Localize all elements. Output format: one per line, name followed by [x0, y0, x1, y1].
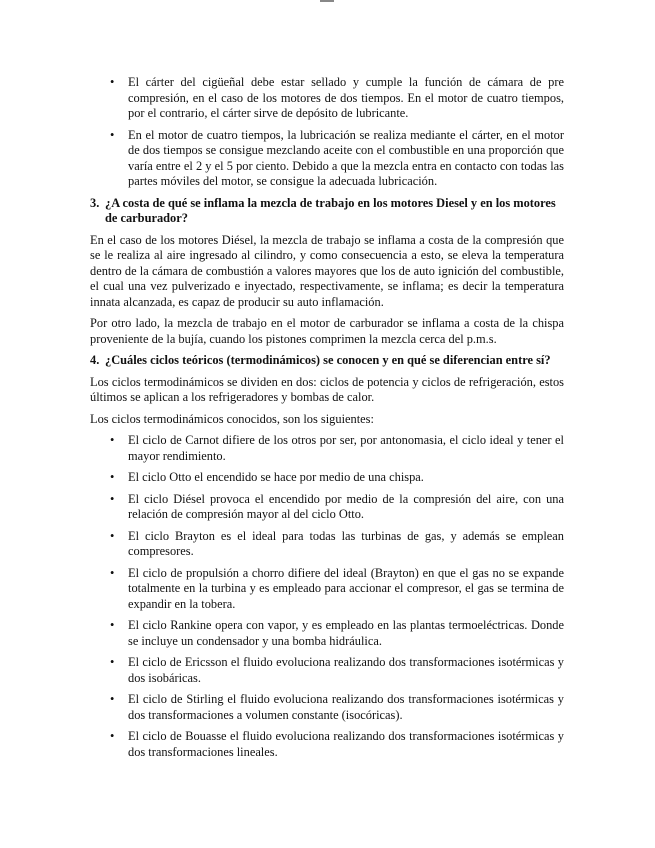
bullet-icon: •	[110, 470, 115, 484]
intro-bullet-list	[90, 75, 564, 190]
list-item-text: El ciclo de Bouasse el fluido evoluciona realizando dos transformaciones isotérmicas y dos transformaciones lineales.	[128, 729, 564, 759]
list-item	[90, 729, 564, 760]
bullet-icon: •	[110, 565, 115, 580]
question-4-heading	[90, 353, 564, 369]
list-item-text: El ciclo Diésel provoca el encendido por medio de la compresión del aire, con una relación de compresión mayor al del ciclo Otto.	[128, 491, 564, 521]
answer-3-paragraph-1: En el caso de los motores Diésel, la mezcla de trabajo se inflama a costa de la compresión que se le realiza al aire ingresado al cilindro, y como consecuencia a esto, se eleva la temperatura dentro de la cámara de combustión a valores mayores que los de auto ignición del combustible, el cual una vez pulverizado e inyectado, respectivamente, se inflama; es decir la temperatura innata alcanzada, es capaz de producir su auto inflamación.	[90, 232, 564, 309]
document-page	[90, 75, 564, 766]
list-item	[90, 692, 564, 723]
bullet-icon: •	[110, 692, 115, 706]
bullet-icon: •	[110, 729, 115, 743]
list-item-text: El ciclo Otto el encendido se hace por medio de una chispa.	[128, 470, 424, 484]
list-item-text: El cárter del cigüeñal debe estar sellado y cumple la función de cámara de pre compresión, en el caso de los motores de dos tiempos. En el motor de cuatro tiempos, por el contrario, el cárter sirve de depósito de lubricante.	[128, 75, 564, 120]
list-item	[90, 492, 564, 523]
bullet-icon: •	[110, 75, 115, 89]
bullet-icon: •	[110, 433, 115, 447]
list-item-text: El ciclo de Stirling el fluido evoluciona realizando dos transformaciones isotérmicas y dos transformaciones a volumen constante (isocóricas).	[128, 692, 564, 722]
list-item-text: El ciclo Brayton es el ideal para todas las turbinas de gas, y además se emplean compresores.	[128, 528, 564, 558]
question-number: 4.	[90, 353, 100, 367]
list-item	[90, 128, 564, 190]
bullet-icon: •	[110, 528, 115, 543]
answer-4-paragraph-2: Los ciclos termodinámicos conocidos, son los siguientes:	[90, 411, 374, 426]
bullet-icon: •	[110, 655, 115, 669]
bullet-icon: •	[110, 618, 115, 632]
list-item-text: El ciclo de propulsión a chorro difiere del ideal (Brayton) en que el gas no se expande totalmente en la turbina y es empleado para accionar el compresor, el gas se termina de expandir en la tobera.	[128, 565, 564, 611]
answer-3-paragraph-2: Por otro lado, la mezcla de trabajo en el motor de carburador se inflama a costa de la chispa proveniente de la bujía, cuando los pistones comprimen la mezcla cerca del p.m.s.	[90, 316, 564, 346]
question-3-heading	[90, 196, 564, 227]
page-top-mark	[320, 0, 334, 2]
list-item	[90, 470, 564, 486]
list-item-text: En el motor de cuatro tiempos, la lubricación se realiza mediante el cárter, en el motor de dos tiempos se consigue mezclando aceite con el combustible en una proporción que varía entre el 2 y el 5 por ciento. Debido a que la mezcla entra en contacto con todas las partes móviles del motor, se consigue la adecuada lubricación.	[128, 127, 564, 188]
question-text: ¿A costa de qué se inflama la mezcla de trabajo en los motores Diesel y en los motores de carburador?	[105, 195, 556, 225]
list-item	[90, 529, 564, 560]
bullet-icon: •	[110, 127, 115, 142]
list-item-text: El ciclo de Carnot difiere de los otros por ser, por antonomasia, el ciclo ideal y tener el mayor rendimiento.	[128, 433, 564, 463]
answer-4-paragraph-1: Los ciclos termodinámicos se dividen en dos: ciclos de potencia y ciclos de refrigeración, estos últimos se aplican a los refrigeradores y bombas de calor.	[90, 374, 564, 404]
list-item	[90, 655, 564, 686]
list-item	[90, 618, 564, 649]
list-item-text: El ciclo de Ericsson el fluido evoluciona realizando dos transformaciones isotérmicas y dos isobáricas.	[128, 655, 564, 685]
list-item-text: El ciclo Rankine opera con vapor, y es empleado en las plantas termoeléctricas. Donde se incluye un condensador y una bomba hidráulica.	[128, 618, 564, 648]
list-item	[90, 75, 564, 122]
list-item	[90, 566, 564, 613]
question-text: ¿Cuáles ciclos teóricos (termodinámicos) se conocen y en qué se diferencian entre sí?	[105, 353, 551, 367]
question-number: 3.	[90, 195, 100, 210]
bullet-icon: •	[110, 491, 115, 506]
list-item	[90, 433, 564, 464]
cycle-bullet-list	[90, 433, 564, 760]
